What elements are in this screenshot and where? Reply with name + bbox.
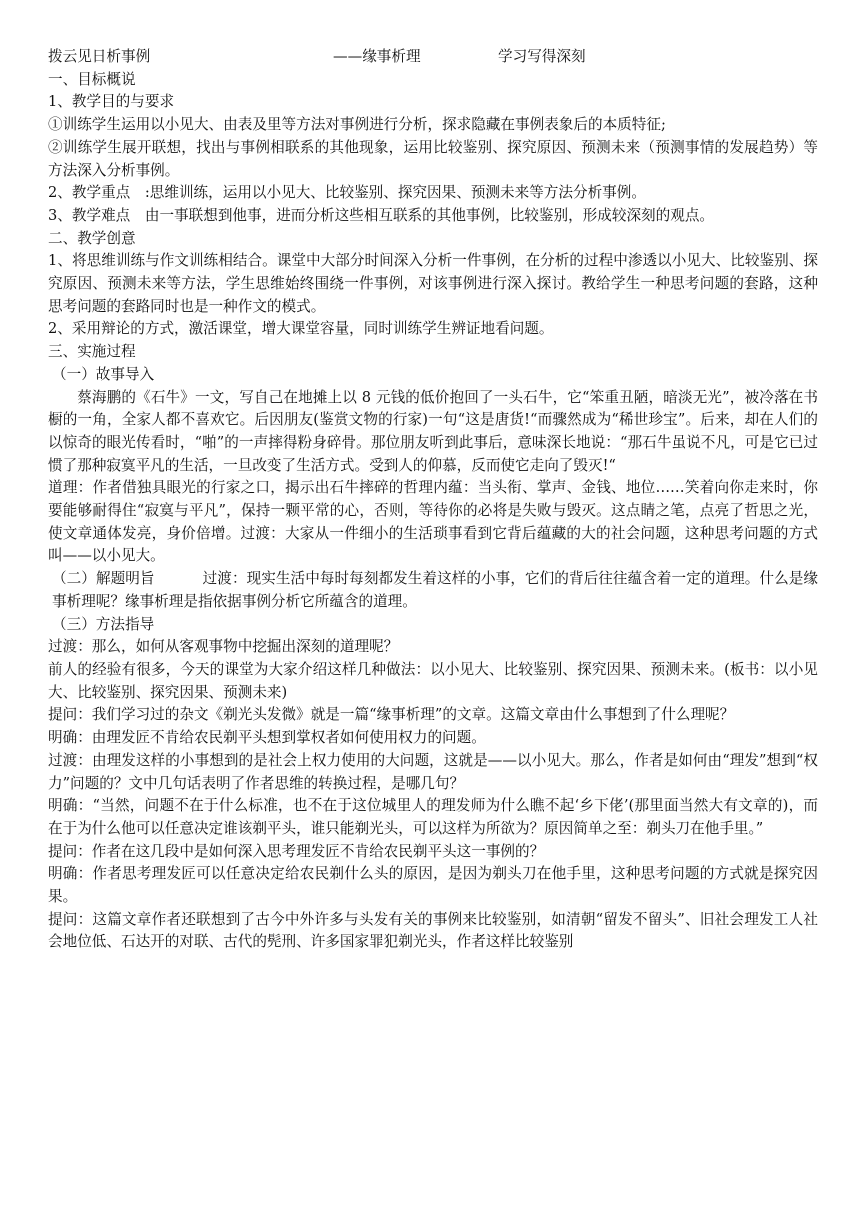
- section-topic-label: （二）解题明旨: [52, 570, 155, 588]
- section-topic-explain: [48, 568, 818, 613]
- subheading-teaching-goals: 1、教学目的与要求: [48, 93, 175, 111]
- teaching-difficulty: 3、教学难点 由一事联想到他事，进而分析这些相互联系的其他事例，比较鉴别，形成较深刻的观点。: [48, 206, 715, 224]
- heading-creativity: 二、教学创意: [48, 229, 136, 247]
- document-page: [48, 46, 818, 954]
- question-2: 提问：作者在这几段中是如何深入思考理发匠不肯给农民剃平头这一事例的？: [48, 842, 545, 860]
- answer-3: 明确：作者思考理发匠可以任意决定给农民剃什么头的原因，是因为剃头刀在他手里，这种思考问题的方式就是探究因果。: [48, 865, 818, 906]
- question-1: 提问：我们学习过的杂文《剃光头发微》就是一篇“缘事析理”的文章。这篇文章由什么事想到了什么理呢？: [48, 706, 735, 724]
- section-topic-text: 过渡：现实生活中每时每刻都发生着这样的小事，它们的背后往往蕴含着一定的道理。什么是缘事析理呢？缘事析理是指依据事例分析它所蕴含的道理。: [52, 570, 818, 610]
- title-theme: 学习写得深刻: [498, 48, 586, 65]
- transition-1: 过渡：那么，如何从客观事物中挖掘出深刻的道理呢？: [48, 638, 399, 656]
- document-title: [48, 46, 818, 69]
- transition-2: 过渡：由理发这样的小事想到的是社会上权力使用的大问题，这就是——以小见大。那么，作者是如何由“理发”想到“权力”问题的？文中几句话表明了作者思维的转换过程，是哪几句？: [48, 751, 818, 792]
- title-main: 拨云见日析事例: [48, 48, 151, 65]
- answer-2: 明确：“当然，问题不在于什么标准，也不在于这位城里人的理发师为什么瞧不起‘乡下佬’(那里面当然大有文章的)，而在于为什么他可以任意决定谁该剃平头，谁只能剃光头，可以这样为所欲为？原因简单之至：剃头刀在他手里。”: [48, 797, 818, 837]
- moral-paragraph: 道理：作者借独具眼光的行家之口，揭示出石牛摔碎的哲理内蕴：当头衔、掌声、金钱、地位……笑着向你走来时，你要能够耐得住“寂寞与平凡”，保持一颗平常的心，否则，等待你的必将是失败与毁灭。这点睛之笔，点亮了哲思之光，使文章通体发亮，身价倍增。过渡：大家从一件细小的生活琐事看到它背后蕴藏的大的社会问题，这种思考问题的方式叫——以小见大。: [48, 479, 818, 565]
- heading-process: 三、实施过程: [48, 343, 136, 361]
- section-method-guide: （三）方法指导: [52, 615, 155, 633]
- title-subtitle: ——缘事析理: [333, 48, 421, 65]
- goal-item-2: ②训练学生展开联想，找出与事例相联系的其他现象，运用比较鉴别、探究原因、预测未来（预测事情的发展趋势）等方法深入分析事例。: [48, 138, 818, 179]
- goal-item-1: ①训练学生运用以小见大、由表及里等方法对事例进行分析，探求隐藏在事例表象后的本质特征;: [48, 116, 666, 134]
- creativity-item-2: 2、采用辩论的方式，激活课堂，增大课堂容量，同时训练学生辨证地看问题。: [48, 320, 554, 338]
- story-paragraph: 蔡海鹏的《石牛》一文，写自己在地摊上以 8 元钱的低价抱回了一头石牛，它“笨重丑陋，暗淡无光”，被冷落在书橱的一角，全家人都不喜欢它。后因朋友(鉴赏文物的行家)一句“这是唐货!“而骤然成为“稀世珍宝”。后来，却在人们的以惊奇的眼光传看时，“啪”的一声摔得粉身碎骨。那位朋友听到此事后，意味深长地说：“那石牛虽说不凡，可是它已过惯了那种寂寞平凡的生活，一旦改变了生活方式。受到人的仰慕，反而使它走向了毁灭!“: [48, 388, 818, 474]
- methods-paragraph: 前人的经验有很多，今天的课堂为大家介绍这样几种做法：以小见大、比较鉴别、探究因果、预测未来。(板书：以小见大、比较鉴别、探究因果、预测未来): [48, 660, 818, 701]
- answer-1: 明确：由理发匠不肯给农民剃平头想到掌权者如何使用权力的问题。: [48, 729, 486, 747]
- section-story-intro: （一）故事导入: [52, 365, 155, 383]
- teaching-focus: 2、教学重点 :思维训练，运用以小见大、比较鉴别、探究因果、预测未来等方法分析事例。: [48, 184, 646, 202]
- creativity-item-1: 1、将思维训练与作文训练相结合。课堂中大部分时间深入分析一件事例，在分析的过程中渗透以小见大、比较鉴别、探究原因、预测未来等方法，学生思维始终围绕一件事例，对该事例进行深入探讨。教给学生一种思考问题的套路，这种思考问题的套路同时也是一种作文的模式。: [48, 252, 818, 315]
- heading-goals: 一、目标概说: [48, 70, 136, 88]
- question-3: 提问：这篇文章作者还联想到了古今中外许多与头发有关的事例来比较鉴别，如清朝“留发不留头”、旧社会理发工人社会地位低、石达开的对联、古代的髡刑、许多国家罪犯剃光头，作者这样比较鉴别: [48, 910, 818, 951]
